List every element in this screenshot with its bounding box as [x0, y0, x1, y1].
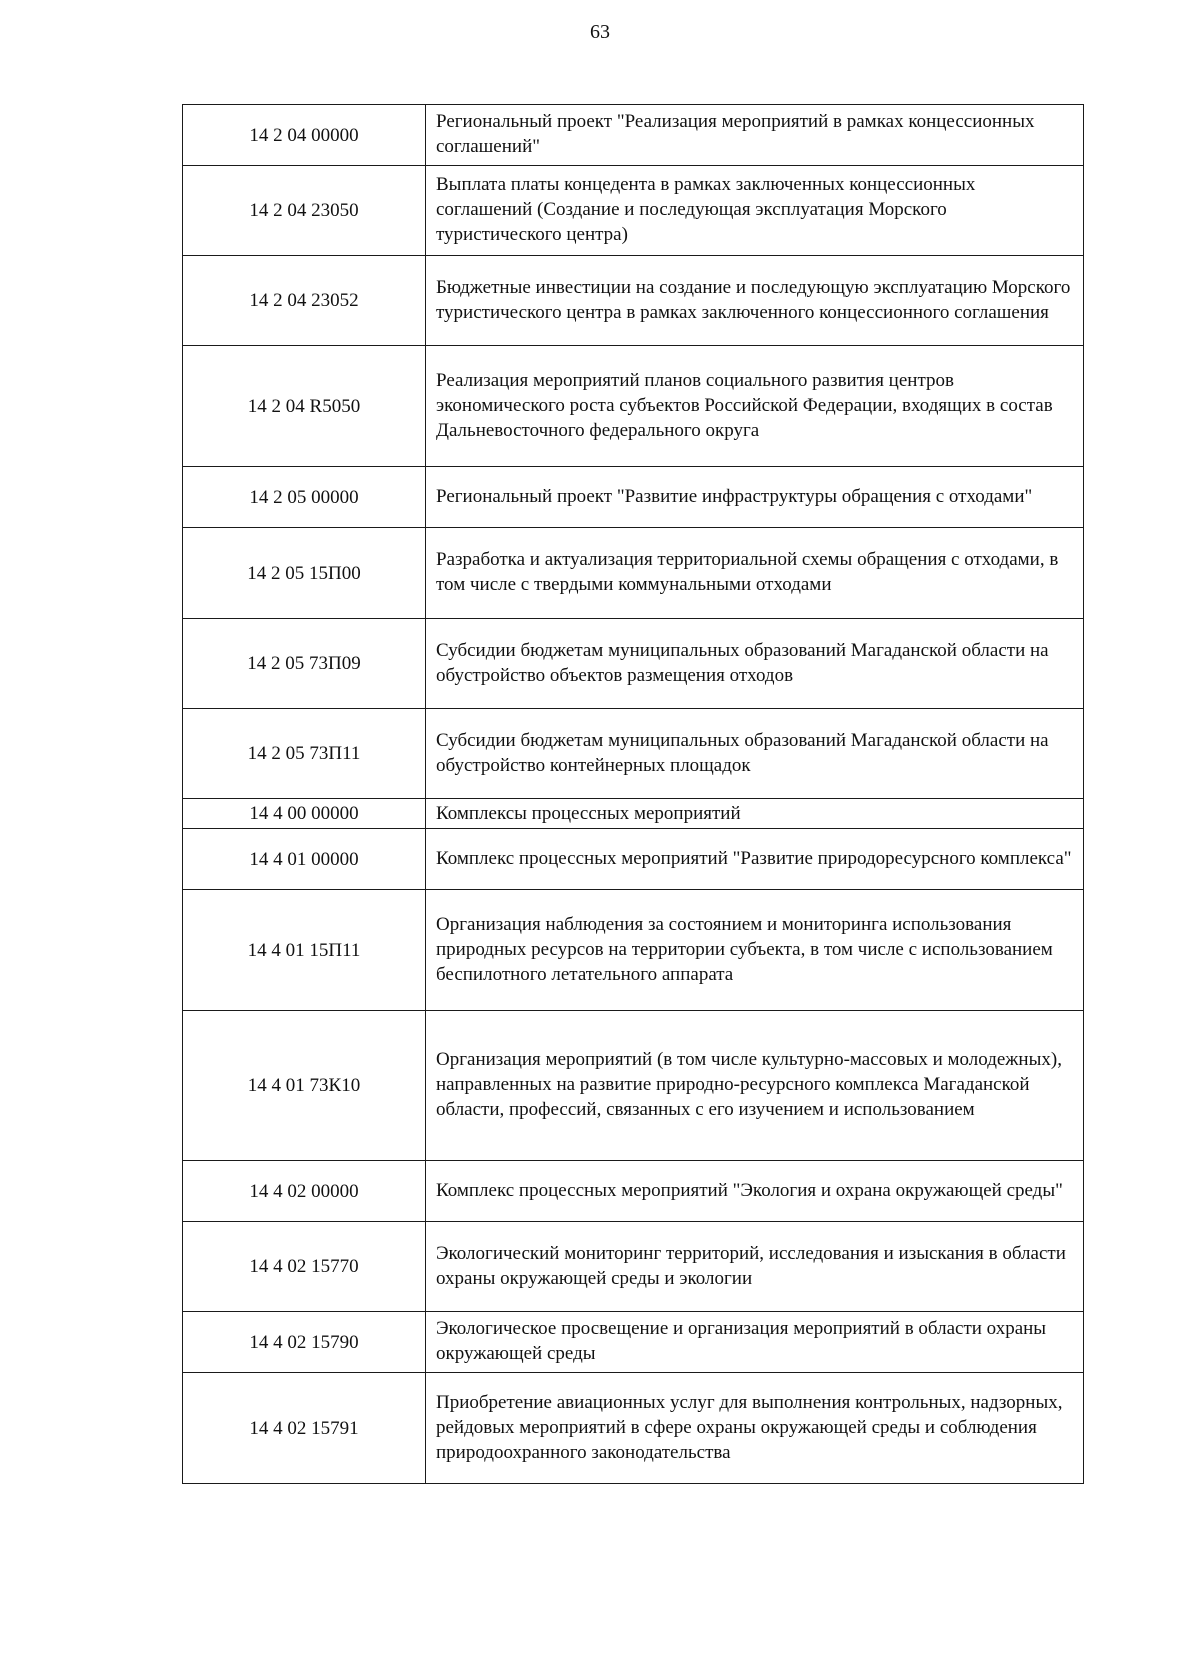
classification-code: 14 4 01 00000 — [183, 829, 426, 890]
classification-code: 14 4 02 15770 — [183, 1222, 426, 1312]
table-row — [183, 799, 1084, 829]
expenditure-description: Комплекс процессных мероприятий "Развитие природоресурсного комплекса" — [426, 829, 1084, 890]
table-row — [183, 890, 1084, 1011]
expenditure-description: Региональный проект "Реализация мероприятий в рамках концессионных соглашений" — [426, 105, 1084, 166]
classification-code: 14 4 00 00000 — [183, 799, 426, 829]
classification-code: 14 2 05 15П00 — [183, 528, 426, 619]
classification-code: 14 2 04 23052 — [183, 256, 426, 346]
table-row — [183, 256, 1084, 346]
table-row — [183, 166, 1084, 256]
table-row — [183, 1161, 1084, 1222]
classification-code: 14 4 02 00000 — [183, 1161, 426, 1222]
expenditure-description: Выплата платы концедента в рамках заключенных концессионных соглашений (Создание и последующая эксплуатация Морского туристического центра) — [426, 166, 1084, 256]
table-row — [183, 528, 1084, 619]
expenditure-description: Комплекс процессных мероприятий "Экология и охрана окружающей среды" — [426, 1161, 1084, 1222]
table-row — [183, 105, 1084, 166]
table-row — [183, 346, 1084, 467]
table-row — [183, 1312, 1084, 1373]
budget-classification-table — [182, 104, 1084, 1484]
table-row — [183, 619, 1084, 709]
classification-code: 14 4 02 15790 — [183, 1312, 426, 1373]
expenditure-description: Разработка и актуализация территориальной схемы обращения с отходами, в том числе с твердыми коммунальными отходами — [426, 528, 1084, 619]
page-number: 63 — [590, 21, 610, 43]
table-row — [183, 829, 1084, 890]
classification-code: 14 4 02 15791 — [183, 1373, 426, 1484]
expenditure-description: Организация наблюдения за состоянием и мониторинга использования природных ресурсов на территории субъекта, в том числе с использованием беспилотного летательного аппарата — [426, 890, 1084, 1011]
classification-code: 14 2 04 R5050 — [183, 346, 426, 467]
expenditure-description: Субсидии бюджетам муниципальных образований Магаданской области на обустройство контейнерных площадок — [426, 709, 1084, 799]
table-row — [183, 467, 1084, 528]
classification-code: 14 2 05 73П09 — [183, 619, 426, 709]
classification-code: 14 2 04 23050 — [183, 166, 426, 256]
classification-code: 14 4 01 15П11 — [183, 890, 426, 1011]
table-row — [183, 1373, 1084, 1484]
expenditure-description: Организация мероприятий (в том числе культурно-массовых и молодежных), направленных на развитие природно-ресурсного комплекса Магаданской области, профессий, связанных с его изучением и использованием — [426, 1011, 1084, 1161]
expenditure-description: Субсидии бюджетам муниципальных образований Магаданской области на обустройство объектов размещения отходов — [426, 619, 1084, 709]
classification-code: 14 2 05 73П11 — [183, 709, 426, 799]
table-row — [183, 1011, 1084, 1161]
classification-code: 14 4 01 73К10 — [183, 1011, 426, 1161]
expenditure-description: Комплексы процессных мероприятий — [426, 799, 1084, 829]
classification-code: 14 2 05 00000 — [183, 467, 426, 528]
expenditure-description: Экологический мониторинг территорий, исследования и изыскания в области охраны окружающей среды и экологии — [426, 1222, 1084, 1312]
expenditure-description: Бюджетные инвестиции на создание и последующую эксплуатацию Морского туристического центра в рамках заключенного концессионного соглашения — [426, 256, 1084, 346]
expenditure-description: Экологическое просвещение и организация мероприятий в области охраны окружающей среды — [426, 1312, 1084, 1373]
expenditure-description: Приобретение авиационных услуг для выполнения контрольных, надзорных, рейдовых мероприятий в сфере охраны окружающей среды и соблюдения природоохранного законодательства — [426, 1373, 1084, 1484]
expenditure-description: Региональный проект "Развитие инфраструктуры обращения с отходами" — [426, 467, 1084, 528]
classification-code: 14 2 04 00000 — [183, 105, 426, 166]
expenditure-description: Реализация мероприятий планов социального развития центров экономического роста субъектов Российской Федерации, входящих в состав Дальневосточного федерального округа — [426, 346, 1084, 467]
table-row — [183, 709, 1084, 799]
table-row — [183, 1222, 1084, 1312]
